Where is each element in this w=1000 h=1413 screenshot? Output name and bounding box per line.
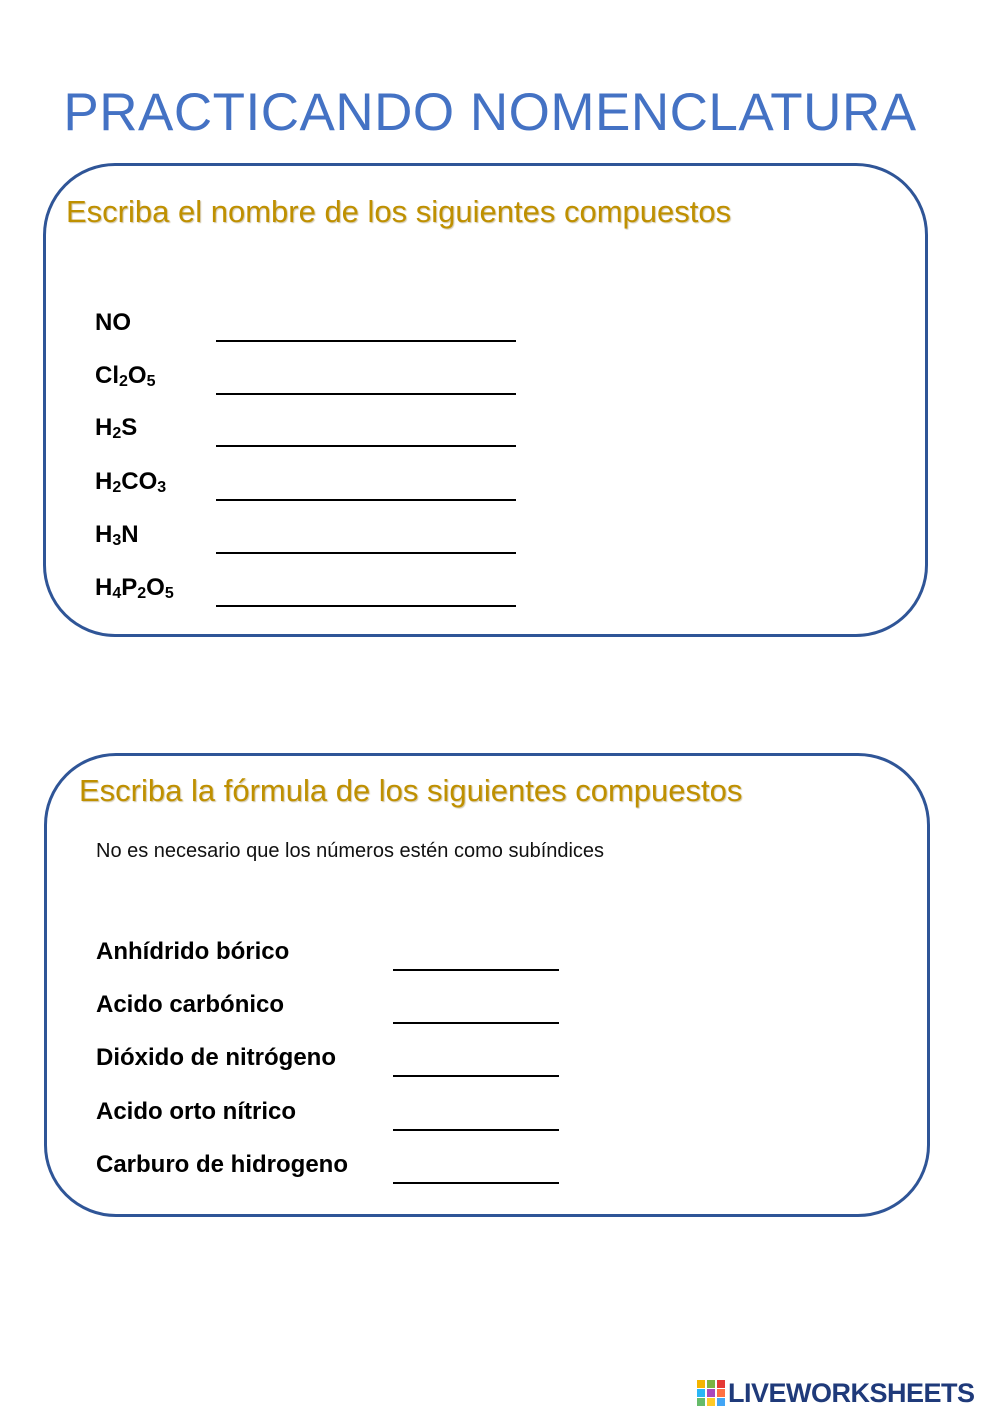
compound-name: Anhídrido bórico	[96, 938, 290, 965]
compound-name: Dióxido de nitrógeno	[96, 1044, 336, 1071]
formula-element: S	[121, 414, 138, 441]
formula-subscript: 3	[157, 479, 167, 496]
brand-text: LIVEWORKSHEETS	[728, 1377, 975, 1408]
answer-blank[interactable]	[216, 445, 516, 447]
footer-brand	[697, 1378, 975, 1408]
formula-subscript: 2	[119, 373, 128, 390]
answer-blank[interactable]	[393, 1022, 559, 1024]
chemical-formula	[95, 574, 174, 602]
formula-element: O	[112, 309, 132, 336]
answer-blank[interactable]	[216, 340, 516, 342]
answer-blank[interactable]	[216, 552, 516, 554]
answer-blank[interactable]	[216, 393, 516, 395]
compound-row	[46, 468, 925, 508]
compound-name: Acido orto nítrico	[96, 1098, 296, 1125]
chemical-formula	[95, 362, 155, 390]
formula-element: H	[95, 521, 113, 548]
formula-element: O	[146, 574, 165, 601]
page-title: PRACTICANDO NOMENCLATURA	[63, 83, 917, 142]
chemical-formula	[95, 414, 137, 442]
formula-element: Cl	[95, 362, 119, 389]
formula-subscript: 3	[112, 532, 122, 549]
answer-blank[interactable]	[393, 1129, 559, 1131]
formula-element: H	[95, 468, 113, 495]
compound-name: Carburo de hidrogeno	[96, 1151, 348, 1178]
formula-element: N	[121, 521, 139, 548]
name-row	[47, 991, 927, 1031]
formula-element: O	[127, 362, 147, 389]
compound-row	[46, 309, 925, 349]
section-write-formula	[44, 753, 930, 1217]
answer-blank[interactable]	[216, 499, 516, 501]
name-row	[47, 1098, 927, 1138]
compound-row	[46, 574, 925, 614]
formula-element: CO	[121, 468, 158, 495]
formula-element: H	[95, 574, 113, 601]
formula-subscript: 2	[112, 479, 122, 496]
answer-blank[interactable]	[393, 1075, 559, 1077]
formula-subscript: 4	[112, 585, 122, 602]
name-row	[47, 938, 927, 978]
chemical-formula	[95, 521, 139, 549]
formula-subscript: 5	[164, 585, 174, 602]
section-heading: Escriba el nombre de los siguientes compuestos	[66, 194, 732, 229]
section-heading: Escriba la fórmula de los siguientes compuestos	[79, 773, 743, 808]
compound-row	[46, 414, 925, 454]
compound-row	[46, 521, 925, 561]
formula-subscript: 5	[146, 373, 156, 390]
formula-element: N	[95, 309, 113, 336]
answer-blank[interactable]	[393, 1182, 559, 1184]
formula-element: P	[121, 574, 138, 601]
formula-subscript: 2	[112, 425, 122, 442]
chemical-formula	[95, 468, 166, 496]
answer-blank[interactable]	[393, 969, 559, 971]
formula-subscript: 2	[137, 585, 147, 602]
compound-row	[46, 362, 925, 402]
chemical-formula	[95, 309, 131, 337]
name-row	[47, 1044, 927, 1084]
compound-name: Acido carbónico	[96, 991, 285, 1018]
name-row	[47, 1151, 927, 1191]
answer-blank[interactable]	[216, 605, 516, 607]
instruction-note: No es necesario que los números estén como subíndices	[96, 840, 605, 862]
liveworksheets-logo-icon	[697, 1380, 725, 1406]
formula-element: H	[95, 414, 113, 441]
section-name-compounds	[43, 163, 928, 637]
